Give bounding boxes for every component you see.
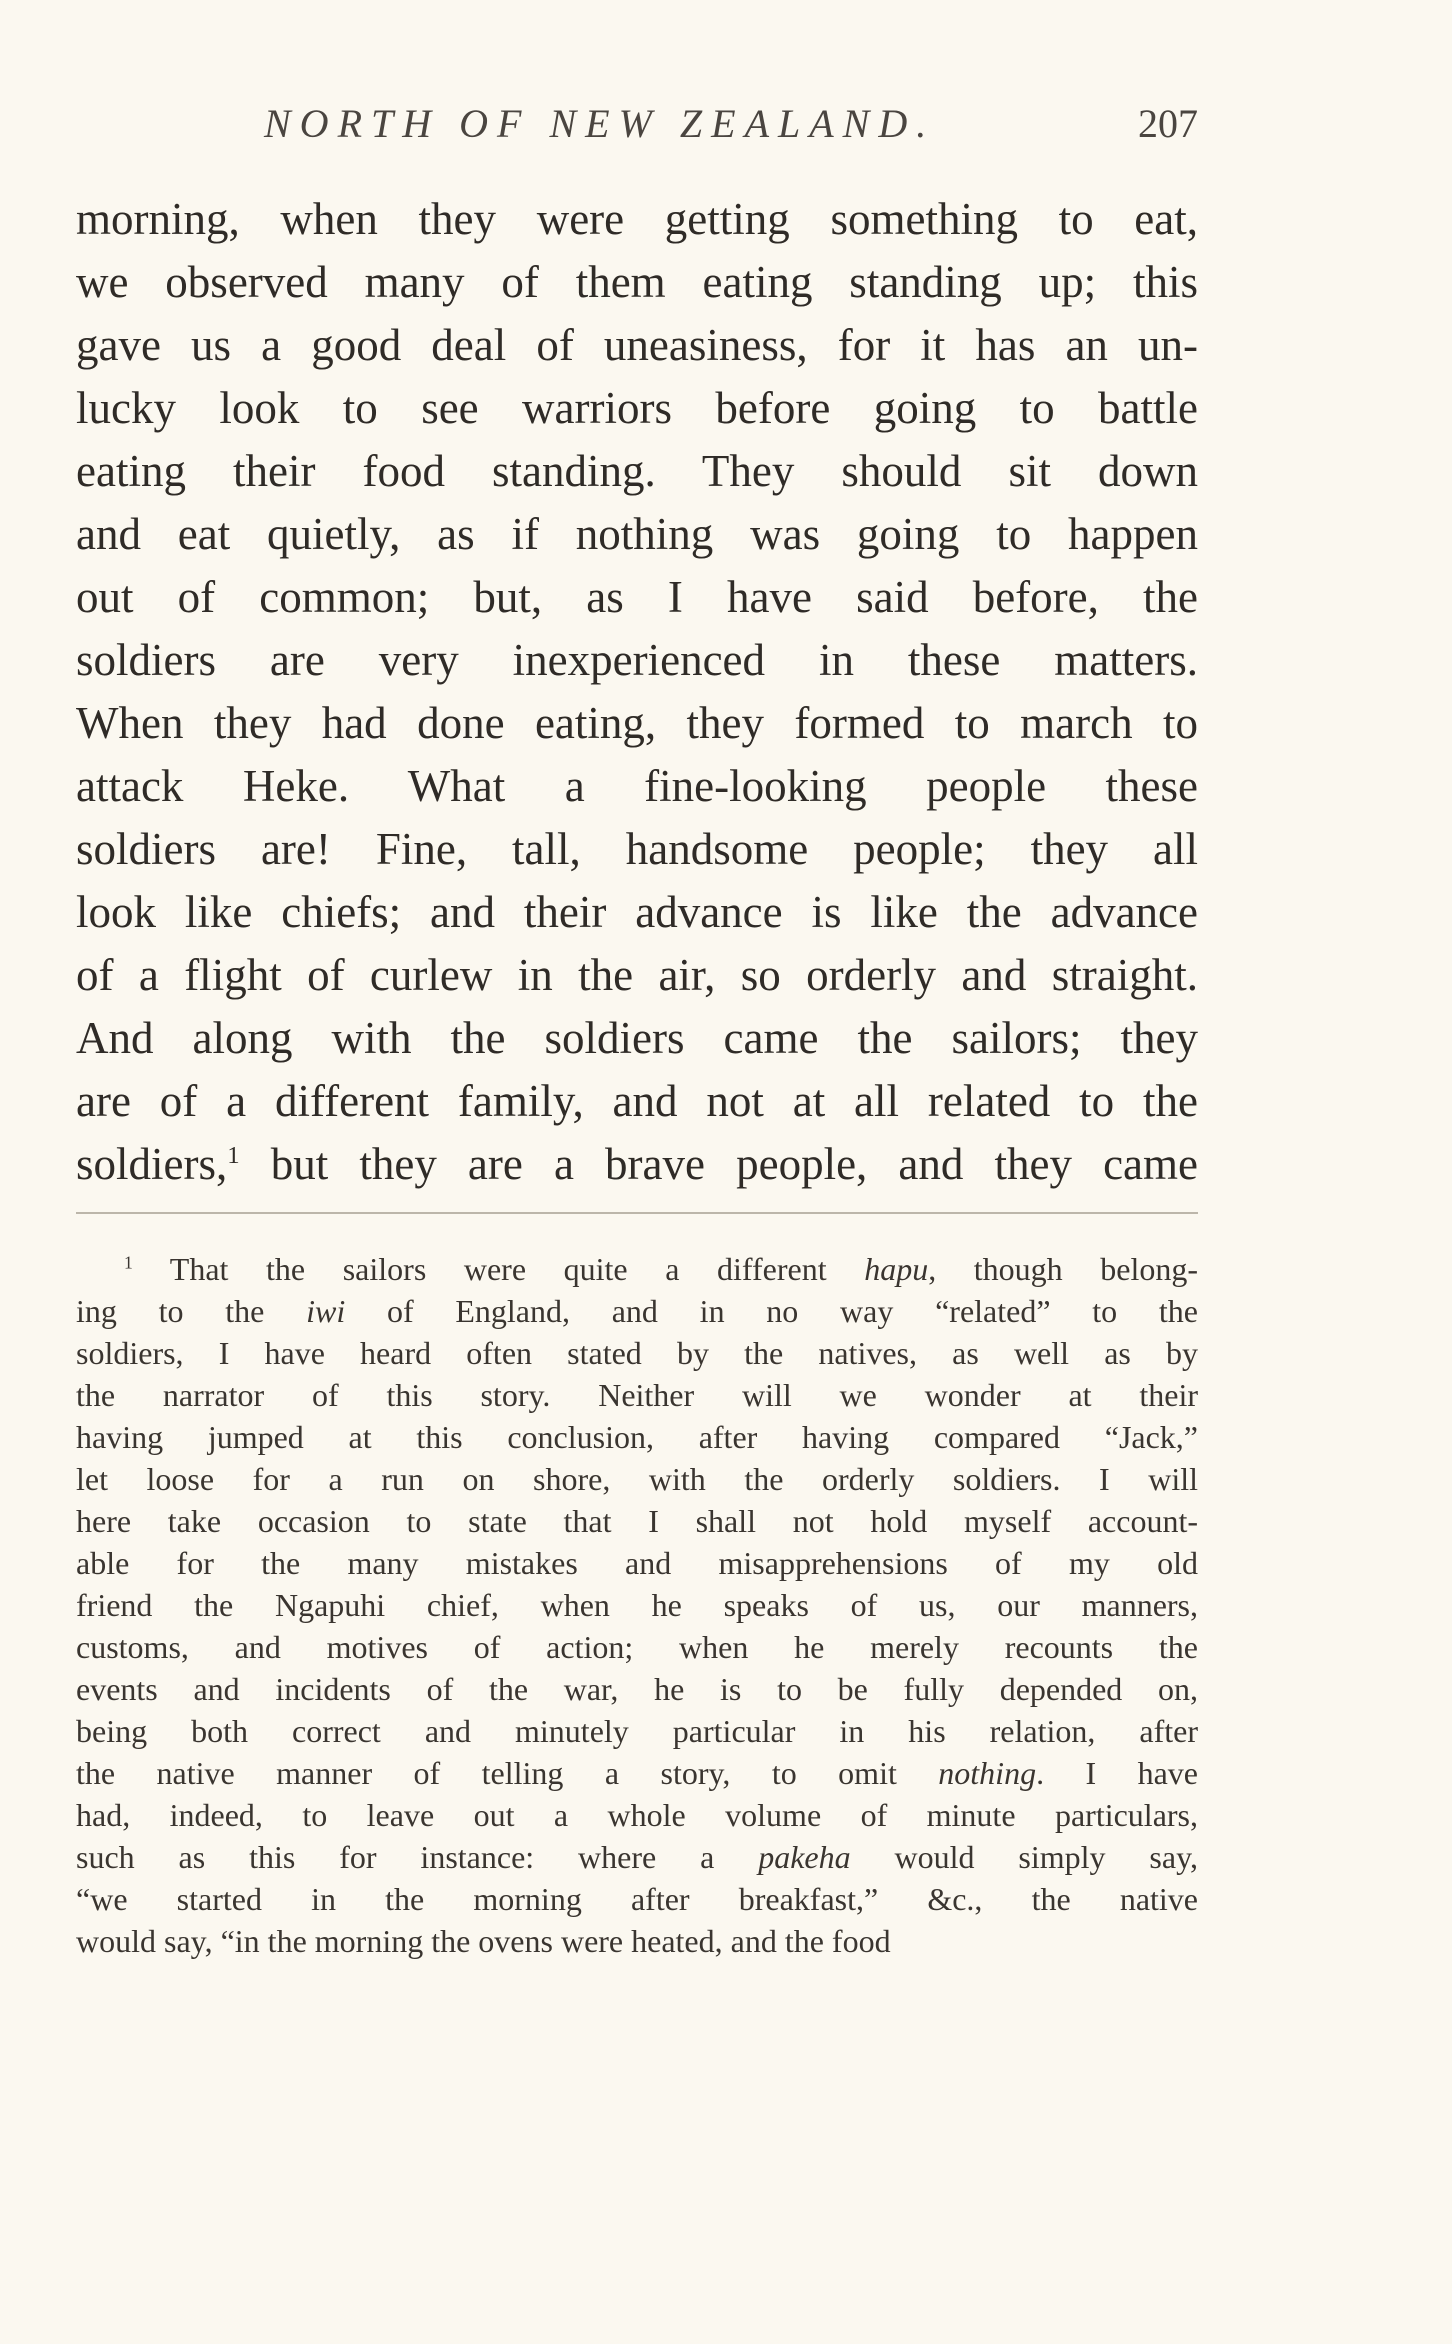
body-line: are of a different family, and not at all related to the bbox=[76, 1076, 1198, 1126]
body-line: soldiers are very inexperienced in these matters. bbox=[76, 635, 1198, 685]
footnote-line bbox=[76, 1248, 1198, 1290]
footnote-line: events and incidents of the war, he is to be fully depended on, bbox=[76, 1671, 1198, 1707]
body-text-segment: but they are a brave people, and they came bbox=[239, 1139, 1198, 1189]
footnote-text: That the sailors were quite a different bbox=[132, 1251, 865, 1287]
footnote-italic: iwi bbox=[306, 1293, 346, 1329]
footnote-line: friend the Ngapuhi chief, when he speaks of us, our manners, bbox=[76, 1587, 1198, 1623]
footnote-text: . I have bbox=[1036, 1755, 1198, 1791]
body-line: we observed many of them eating standing up; this bbox=[76, 257, 1198, 307]
footnote-line: being both correct and minutely particular in his relation, after bbox=[76, 1713, 1198, 1749]
body-line: soldiers are! Fine, tall, handsome people; they all bbox=[76, 824, 1198, 874]
body-line: of a flight of curlew in the air, so orderly and straight. bbox=[76, 950, 1198, 1000]
footnote-line: able for the many mistakes and misapprehensions of my old bbox=[76, 1545, 1198, 1581]
body-line: When they had done eating, they formed to march to bbox=[76, 698, 1198, 748]
footnote-line: had, indeed, to leave out a whole volume of minute particulars, bbox=[76, 1797, 1198, 1833]
page-number: 207 bbox=[1138, 101, 1198, 146]
footnote-italic: nothing bbox=[938, 1755, 1037, 1791]
footnote-line: would say, “in the morning the ovens were heated, and the food bbox=[76, 1923, 891, 1959]
footnote-line: soldiers, I have heard often stated by the natives, as well as by bbox=[76, 1335, 1198, 1371]
footnote-text: the native manner of telling a story, to omit bbox=[76, 1755, 939, 1791]
footnote-line bbox=[76, 1836, 1198, 1878]
body-line-last bbox=[76, 1133, 1198, 1196]
footnote-line: having jumped at this conclusion, after having compared “Jack,” bbox=[76, 1419, 1198, 1455]
body-line: lucky look to see warriors before going to battle bbox=[76, 383, 1198, 433]
body-text-segment: soldiers, bbox=[76, 1139, 228, 1189]
footnote-line bbox=[76, 1290, 1198, 1332]
footnote-text: would simply say, bbox=[850, 1839, 1199, 1875]
footnote-italic: hapu bbox=[864, 1251, 929, 1287]
body-line: eating their food standing. They should sit down bbox=[76, 446, 1198, 496]
body-line: attack Heke. What a fine-looking people these bbox=[76, 761, 1198, 811]
running-title: NORTH OF NEW ZEALAND. bbox=[264, 101, 936, 146]
body-line: and eat quietly, as if nothing was going to happen bbox=[76, 509, 1198, 559]
footnote-line bbox=[76, 1752, 1198, 1794]
footnote-marker: 1 bbox=[124, 1252, 133, 1273]
body-line: look like chiefs; and their advance is like the advance bbox=[76, 887, 1198, 937]
footnote-reference: 1 bbox=[227, 1142, 240, 1169]
body-line: morning, when they were getting something to eat, bbox=[76, 194, 1198, 244]
footnote bbox=[76, 1248, 1198, 1962]
footnote-italic: pakeha bbox=[758, 1839, 851, 1875]
footnote-text: ing to the bbox=[76, 1293, 307, 1329]
footnote-line: customs, and motives of action; when he merely recounts the bbox=[76, 1629, 1198, 1665]
footnote-text: such as this for instance: where a bbox=[76, 1839, 759, 1875]
footnote-text: , though belong- bbox=[928, 1251, 1199, 1287]
body-line: out of common; but, as I have said before, the bbox=[76, 572, 1198, 622]
body-text bbox=[76, 188, 1198, 1196]
footnote-line: “we started in the morning after breakfast,” &c., the native bbox=[76, 1881, 1198, 1917]
footnote-line: here take occasion to state that I shall not hold myself account- bbox=[76, 1503, 1198, 1539]
body-line: gave us a good deal of uneasiness, for it has an un- bbox=[76, 320, 1198, 370]
running-header bbox=[76, 100, 1198, 164]
footnote-line: let loose for a run on shore, with the orderly soldiers. I will bbox=[76, 1461, 1198, 1497]
body-line: And along with the soldiers came the sailors; they bbox=[76, 1013, 1198, 1063]
footnote-line: the narrator of this story. Neither will we wonder at their bbox=[76, 1377, 1198, 1413]
footnote-divider bbox=[76, 1212, 1198, 1214]
footnote-text: of England, and in no way “related” to the bbox=[345, 1293, 1199, 1329]
